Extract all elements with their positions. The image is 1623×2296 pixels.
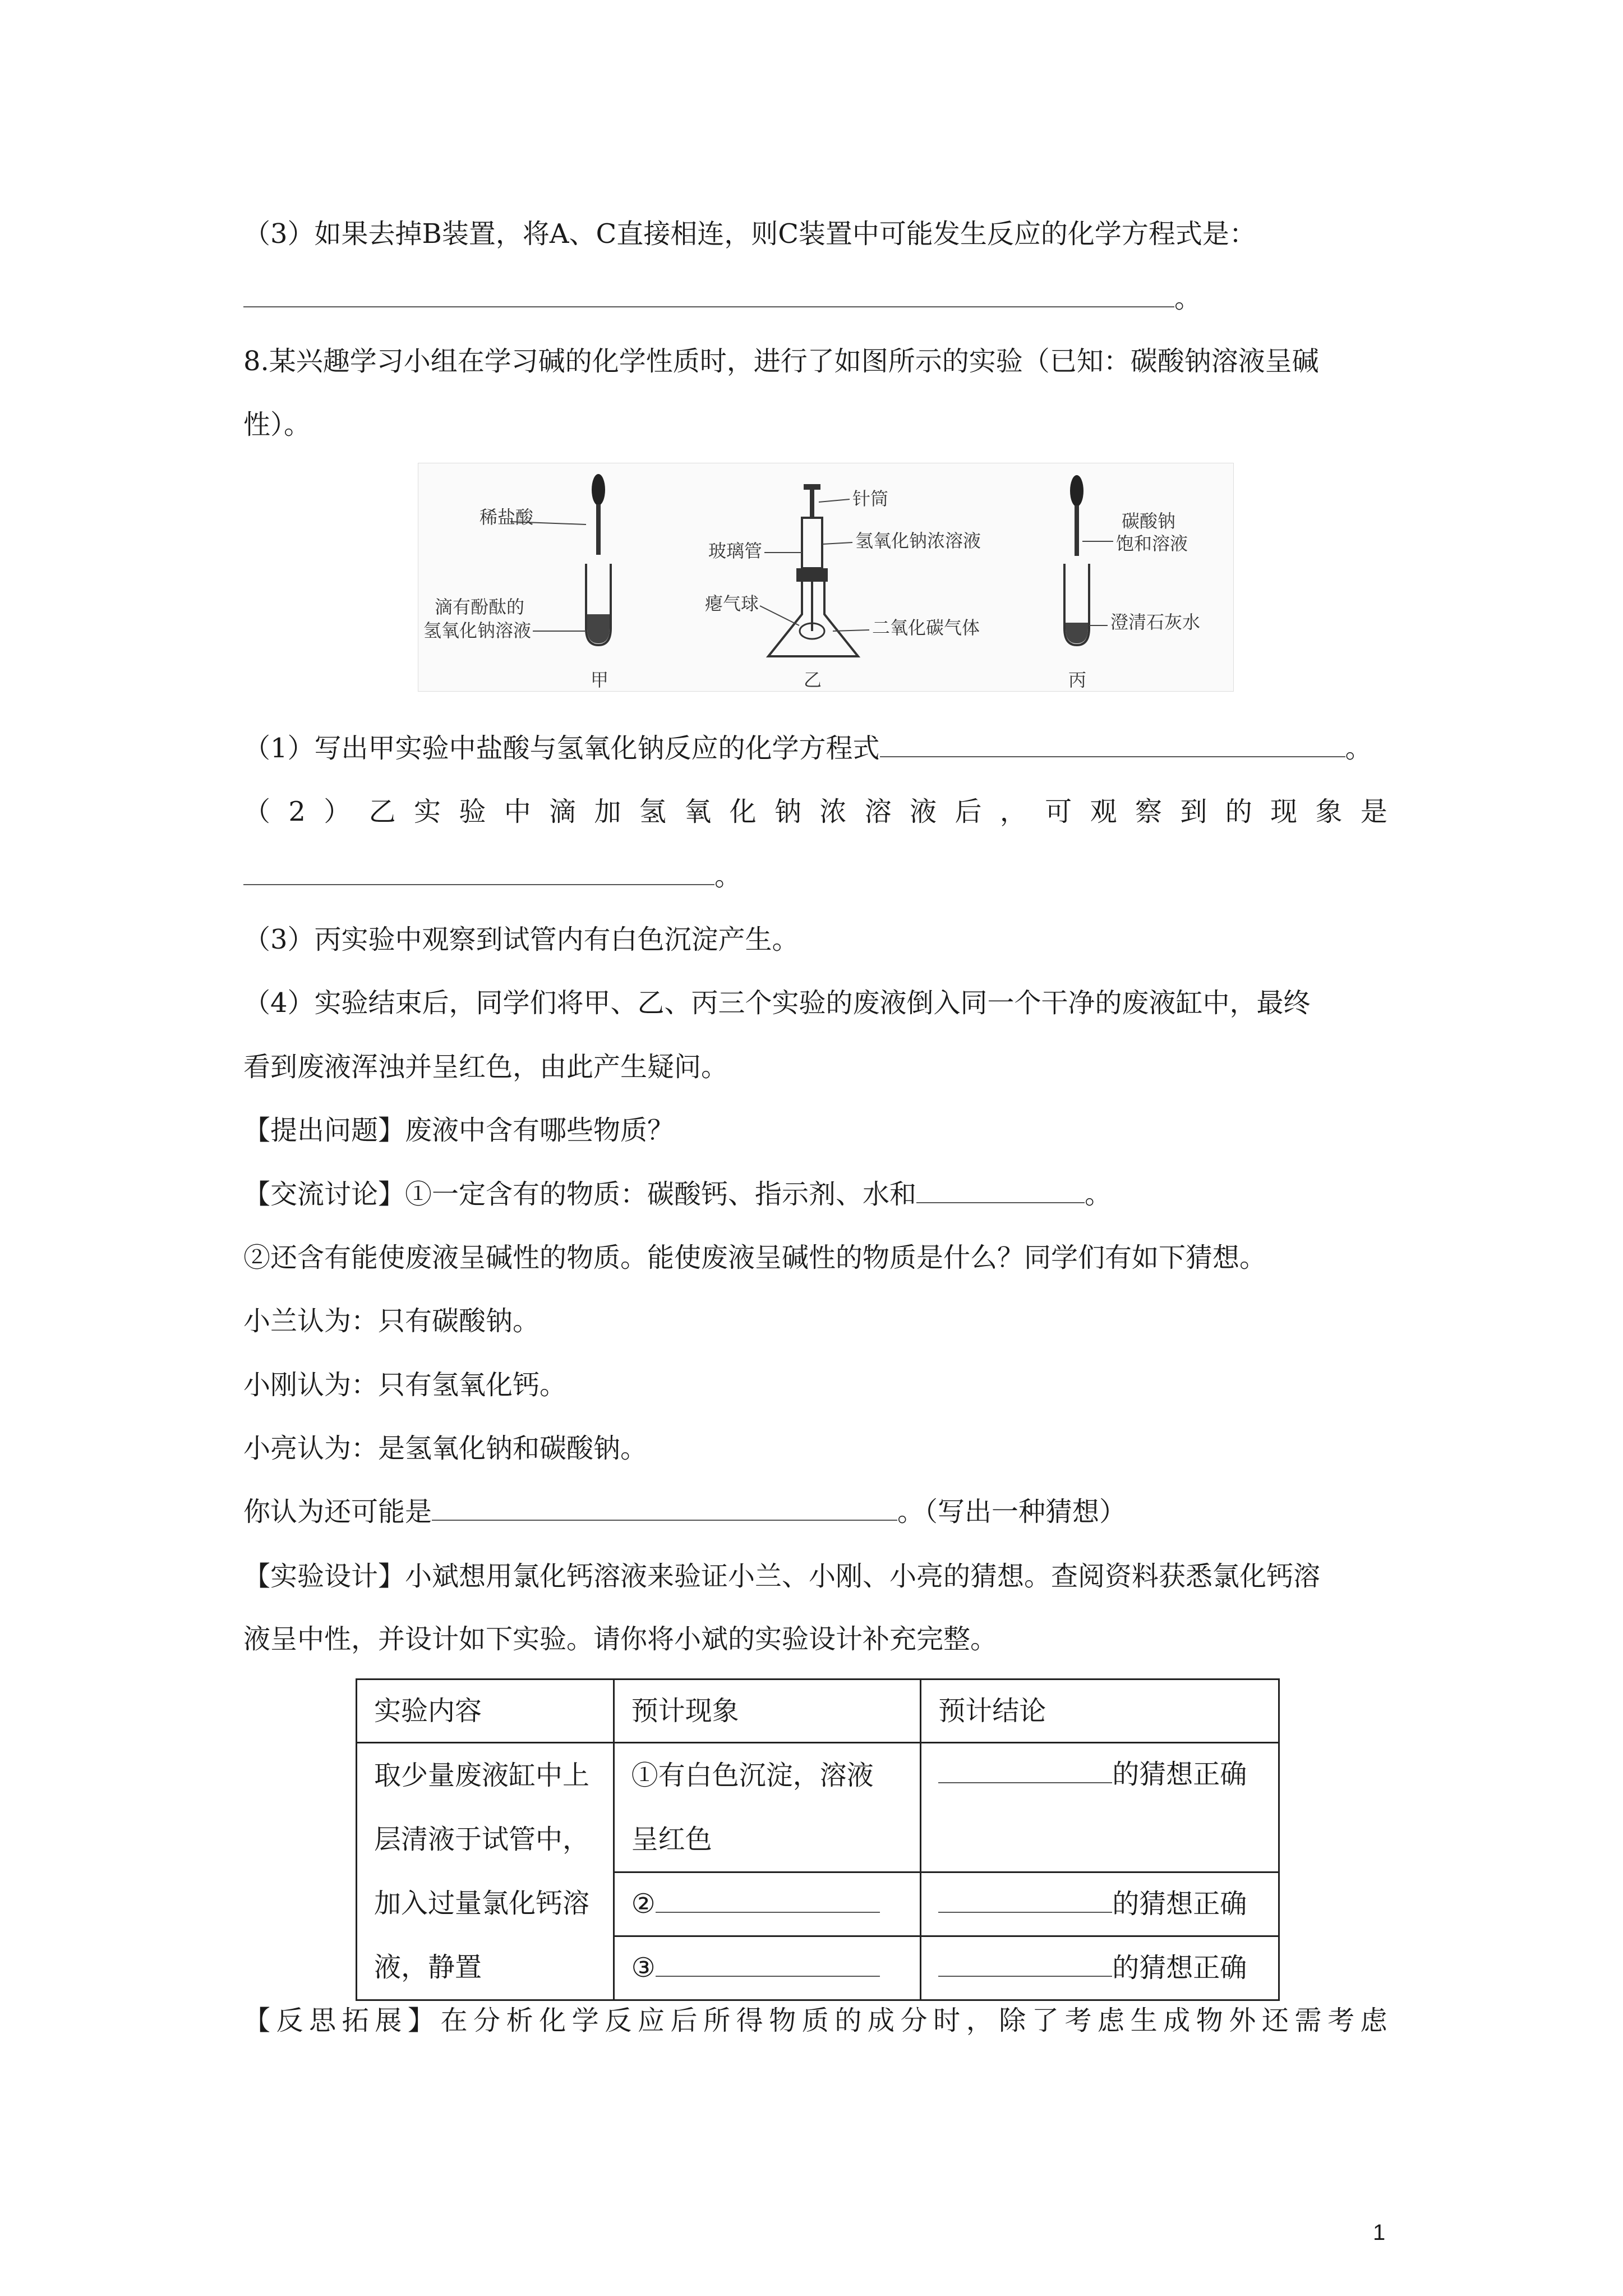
- char: 是: [1360, 796, 1387, 827]
- char: 到: [1180, 796, 1207, 827]
- char: 考: [1327, 2005, 1355, 2036]
- label-balloon: 瘪气球: [705, 593, 759, 614]
- answer-blank[interactable]: [243, 280, 1174, 307]
- cell-experiment-content: 取少量废液缸中上 层清液于试管中， 加入过量氯化钙溶 液，静置: [357, 1743, 614, 2000]
- char: 外: [1229, 2005, 1256, 2036]
- char: 氧: [684, 796, 712, 827]
- label-co2-gas: 二氧化碳气体: [872, 617, 980, 638]
- char: 反: [605, 2005, 632, 2036]
- char: 除: [999, 2005, 1026, 2036]
- char: 质: [801, 2005, 829, 2036]
- char: 中: [504, 796, 531, 827]
- experiment-table: [356, 1678, 1280, 2001]
- caption-bing: 丙: [1068, 669, 1087, 691]
- char: 虑: [1098, 2005, 1125, 2036]
- char: 加: [594, 796, 621, 827]
- char: 还: [1261, 2005, 1289, 2036]
- char: 分: [473, 2005, 501, 2036]
- char: 考: [1064, 2005, 1092, 2036]
- header-content: 实验内容: [357, 1680, 614, 1743]
- q8-part-2-line-1: [243, 794, 1387, 830]
- char: ，: [966, 2005, 993, 2036]
- char: 化: [729, 796, 757, 827]
- char: 浓: [819, 796, 847, 827]
- char: 析: [506, 2005, 533, 2036]
- char: 后: [955, 796, 982, 827]
- label-phenolphthalein: 滴有酚酞的: [435, 596, 525, 618]
- label-naoh-solution: 氢氧化钠溶液: [423, 620, 532, 641]
- cell-phenomenon-1: ①有白色沉淀，溶液 呈红色: [614, 1743, 921, 1872]
- answer-blank[interactable]: [243, 858, 714, 885]
- answer-blank[interactable]: [938, 1756, 1112, 1783]
- q3-answer-line: 。: [243, 280, 1201, 316]
- page-number: 1: [1373, 2220, 1386, 2245]
- discussion-1: 【交流讨论】①一定含有的物质：碳酸钙、指示剂、水和 。: [243, 1176, 1112, 1212]
- char: 时: [933, 2005, 961, 2036]
- char: 拓: [342, 2005, 369, 2036]
- char: 反: [276, 2005, 303, 2036]
- char: 虑: [1360, 2005, 1387, 2036]
- table-row: [357, 1743, 1279, 1872]
- char: 】: [407, 2005, 435, 2036]
- char: 现: [1270, 796, 1298, 827]
- discussion-2: ②还含有能使废液呈碱性的物质。能使废液呈碱性的物质是什么？同学们有如下猜想。: [243, 1242, 1267, 1273]
- label-glass-tube: 玻璃管: [708, 540, 763, 562]
- ask-question: 【提出问题】废液中含有哪些物质？: [243, 1115, 675, 1146]
- q8-intro-line-2: 性）。: [243, 409, 311, 440]
- answer-blank[interactable]: [432, 1494, 897, 1521]
- answer-blank[interactable]: [916, 1176, 1085, 1203]
- cell-conclusion-3: 的猜想正确: [921, 1936, 1279, 2000]
- char: 得: [736, 2005, 763, 2036]
- q8-part-3: （3）丙实验中观察到试管内有白色沉淀产生。: [243, 924, 799, 955]
- q8-intro-line-1: 8.某兴趣学习小组在学习碱的化学性质时，进行了如图所示的实验（已知：碳酸钠溶液呈碱: [243, 346, 1319, 377]
- char: 的: [1225, 796, 1252, 827]
- answer-blank[interactable]: [656, 1950, 880, 1977]
- label-dilute-hcl: 稀盐酸: [479, 507, 534, 528]
- char: 察: [1135, 796, 1163, 827]
- caption-jia: 甲: [591, 669, 609, 691]
- char: 【: [243, 2005, 271, 2036]
- char: 后: [670, 2005, 698, 2036]
- answer-blank[interactable]: [880, 730, 1345, 757]
- q8-part-4-line-1: （4）实验结束后，同学们将甲、乙、丙三个实验的废液倒入同一个干净的废液缸中，最终: [243, 987, 1311, 1019]
- label-saturated-solution: 饱和溶液: [1116, 533, 1188, 554]
- char: ）: [324, 796, 351, 827]
- char: 成: [1163, 2005, 1191, 2036]
- q8-part-2-line-2: 。: [243, 858, 741, 894]
- reflection-line: [243, 2003, 1387, 2039]
- guess-xiaogang: 小刚认为：只有氢氧化钙。: [243, 1369, 567, 1401]
- char: 物: [769, 2005, 796, 2036]
- char: 象: [1315, 796, 1343, 827]
- cell-phenomenon-2: ②: [614, 1872, 921, 1936]
- char: 实: [414, 796, 441, 827]
- table-header-row: [357, 1680, 1279, 1743]
- char: 溶: [864, 796, 892, 827]
- label-syringe: 针筒: [852, 488, 889, 509]
- header-phenomenon: 预计现象: [614, 1680, 921, 1743]
- char: 学: [571, 2005, 599, 2036]
- char: 物: [1196, 2005, 1223, 2036]
- design-line-2: 液呈中性，并设计如下实验。请你将小斌的实验设计补充完整。: [243, 1623, 998, 1655]
- char: 液: [910, 796, 937, 827]
- char: 化: [539, 2005, 566, 2036]
- experiment-figure: [418, 463, 1234, 692]
- char: 验: [459, 796, 486, 827]
- char: 展: [375, 2005, 402, 2036]
- char: 观: [1090, 796, 1117, 827]
- guess-yours: 你认为还可能是 。（写出一种猜想）: [243, 1494, 1126, 1530]
- char: 可: [1045, 796, 1072, 827]
- char: 的: [834, 2005, 862, 2036]
- answer-blank[interactable]: [938, 1950, 1112, 1977]
- label-limewater: 澄清石灰水: [1110, 611, 1201, 633]
- char: 所: [703, 2005, 731, 2036]
- guess-xiaoliang: 小亮认为：是氢氧化钠和碳酸钠。: [243, 1433, 648, 1464]
- char: 乙: [368, 796, 396, 827]
- cell-phenomenon-3: ③: [614, 1936, 921, 2000]
- cell-conclusion-2: 的猜想正确: [921, 1872, 1279, 1936]
- char: 氢: [639, 796, 666, 827]
- char: 钠: [774, 796, 802, 827]
- char: 分: [900, 2005, 928, 2036]
- char: 2: [288, 796, 306, 827]
- char: 应: [637, 2005, 665, 2036]
- cell-conclusion-1: 的猜想正确: [921, 1743, 1279, 1872]
- char: 思: [309, 2005, 336, 2036]
- char: 了: [1031, 2005, 1059, 2036]
- label-na2co3: 碳酸钠: [1122, 510, 1176, 532]
- design-line-1: 【实验设计】小斌想用氯化钙溶液来验证小兰、小刚、小亮的猜想。查阅资料获悉氯化钙溶: [243, 1561, 1321, 1592]
- char: ，: [999, 796, 1027, 827]
- q8-part-1: （1）写出甲实验中盐酸与氢氧化钠反应的化学方程式 。: [243, 730, 1372, 766]
- caption-yi: 乙: [804, 669, 822, 691]
- guess-xiaolan: 小兰认为：只有碳酸钠。: [243, 1305, 540, 1337]
- q8-part-4-line-2: 看到废液浑浊并呈红色，由此产生疑问。: [243, 1051, 728, 1083]
- answer-blank[interactable]: [938, 1886, 1112, 1913]
- q3-question: （3）如果去掉B装置，将A、C直接相连，则C装置中可能发生反应的化学方程式是：: [243, 218, 1256, 250]
- answer-blank[interactable]: [656, 1886, 880, 1913]
- label-naoh-concentrated: 氢氧化钠浓溶液: [855, 530, 981, 551]
- char: （: [243, 796, 271, 827]
- char: 成: [867, 2005, 895, 2036]
- char: 生: [1130, 2005, 1158, 2036]
- header-conclusion: 预计结论: [921, 1680, 1279, 1743]
- char: 滴: [549, 796, 577, 827]
- char: 在: [440, 2005, 468, 2036]
- char: 需: [1294, 2005, 1322, 2036]
